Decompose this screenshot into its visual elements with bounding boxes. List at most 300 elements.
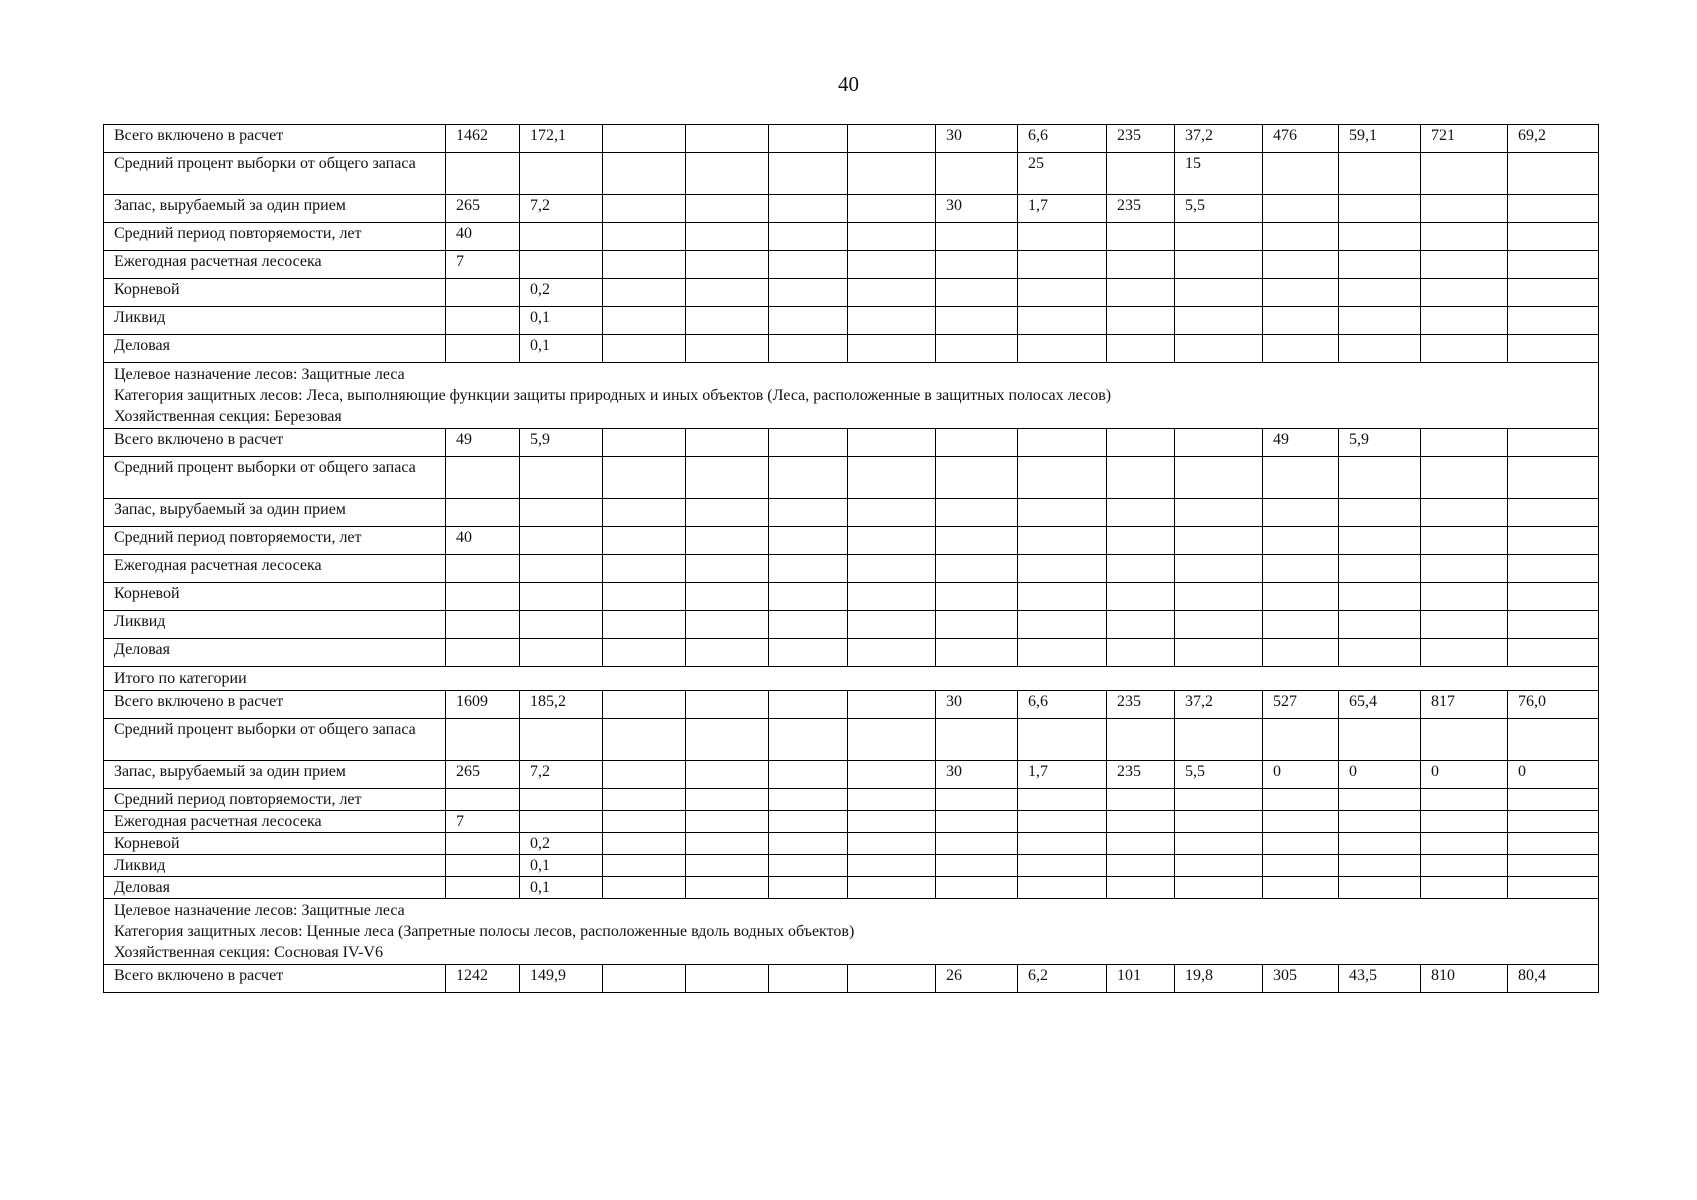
- table-cell: [1421, 335, 1508, 363]
- table-cell: [1339, 555, 1421, 583]
- row-label: Средний процент выборки от общего запаса: [104, 153, 446, 195]
- table-cell: [848, 965, 936, 993]
- table-cell: [1107, 789, 1175, 811]
- table-cell: 0: [1421, 761, 1508, 789]
- table-cell: 43,5: [1339, 965, 1421, 993]
- table-cell: [1175, 555, 1263, 583]
- table-cell: 5,5: [1175, 761, 1263, 789]
- table-cell: [1018, 611, 1107, 639]
- table-cell: [1508, 335, 1599, 363]
- table-cell: [1421, 429, 1508, 457]
- table-cell: [1175, 719, 1263, 761]
- table-cell: 527: [1263, 691, 1339, 719]
- table-cell: 26: [936, 965, 1018, 993]
- table-cell: [603, 125, 686, 153]
- section-line: Целевое назначение лесов: Защитные леса: [114, 366, 405, 383]
- table-cell: [1263, 223, 1339, 251]
- table-cell: 810: [1421, 965, 1508, 993]
- table-row: [104, 789, 1599, 811]
- table-cell: [848, 195, 936, 223]
- table-cell: [686, 527, 769, 555]
- table-cell: [769, 457, 848, 499]
- table-cell: [1263, 335, 1339, 363]
- table-cell: [1339, 719, 1421, 761]
- table-cell: [686, 719, 769, 761]
- table-cell: [1018, 279, 1107, 307]
- table-cell: [603, 691, 686, 719]
- table-cell: [1107, 611, 1175, 639]
- table-row: [104, 855, 1599, 877]
- section-line: Категория защитных лесов: Ценные леса (Запретные полосы лесов, расположенные вдоль водных объектов): [114, 923, 855, 940]
- table-cell: [1175, 583, 1263, 611]
- table-cell: [520, 153, 603, 195]
- table-cell: [520, 811, 603, 833]
- table-cell: [848, 719, 936, 761]
- table-cell: [1107, 307, 1175, 335]
- table-cell: 1462: [446, 125, 520, 153]
- table-cell: [1508, 583, 1599, 611]
- table-cell: [603, 833, 686, 855]
- table-cell: [936, 499, 1018, 527]
- table-cell: 235: [1107, 125, 1175, 153]
- table-cell: 235: [1107, 761, 1175, 789]
- table-cell: [936, 223, 1018, 251]
- table-cell: [686, 611, 769, 639]
- table-row: [104, 429, 1599, 457]
- row-label: Ежегодная расчетная лесосека: [104, 811, 446, 833]
- table-cell: [686, 307, 769, 335]
- table-cell: 6,2: [1018, 965, 1107, 993]
- section-line: Хозяйственная секция: Березовая: [114, 408, 342, 425]
- row-label: Корневой: [104, 583, 446, 611]
- table-cell: [848, 855, 936, 877]
- table-row: [104, 499, 1599, 527]
- table-cell: 305: [1263, 965, 1339, 993]
- table-cell: [1107, 527, 1175, 555]
- table-cell: 30: [936, 195, 1018, 223]
- table-cell: [1018, 855, 1107, 877]
- table-row: [104, 527, 1599, 555]
- table-cell: [769, 125, 848, 153]
- table-cell: [1263, 639, 1339, 667]
- table-cell: [603, 611, 686, 639]
- table-cell: [1018, 583, 1107, 611]
- table-cell: [446, 611, 520, 639]
- table-cell: [848, 527, 936, 555]
- row-label: Средний процент выборки от общего запаса: [104, 719, 446, 761]
- table-cell: [1175, 457, 1263, 499]
- table-cell: 6,6: [1018, 125, 1107, 153]
- table-row: [104, 125, 1599, 153]
- table-cell: [1018, 223, 1107, 251]
- table-cell: 0,1: [520, 335, 603, 363]
- table-cell: [520, 789, 603, 811]
- table-cell: [1508, 429, 1599, 457]
- table-cell: [686, 457, 769, 499]
- row-label: Всего включено в расчет: [104, 125, 446, 153]
- table-row: [104, 555, 1599, 583]
- table-cell: [1421, 833, 1508, 855]
- table-cell: [1508, 153, 1599, 195]
- table-cell: [446, 499, 520, 527]
- table-cell: [848, 125, 936, 153]
- table-cell: [1263, 195, 1339, 223]
- table-cell: [1018, 457, 1107, 499]
- table-cell: [1018, 719, 1107, 761]
- table-cell: [848, 223, 936, 251]
- table-cell: [1508, 789, 1599, 811]
- table-cell: 817: [1421, 691, 1508, 719]
- table-cell: [1339, 877, 1421, 899]
- table-cell: 49: [446, 429, 520, 457]
- table-cell: [936, 833, 1018, 855]
- table-cell: [1107, 833, 1175, 855]
- table-cell: [520, 251, 603, 279]
- table-cell: [936, 811, 1018, 833]
- table-cell: [446, 639, 520, 667]
- table-cell: [848, 555, 936, 583]
- table-cell: 235: [1107, 691, 1175, 719]
- table-cell: [1175, 335, 1263, 363]
- section-line: Итого по категории: [114, 670, 247, 687]
- table-cell: [686, 877, 769, 899]
- table-cell: [686, 833, 769, 855]
- table-row: [104, 335, 1599, 363]
- table-cell: [686, 195, 769, 223]
- table-cell: [520, 457, 603, 499]
- table-cell: [1107, 719, 1175, 761]
- table-cell: [848, 877, 936, 899]
- table-cell: [1339, 811, 1421, 833]
- table-cell: [769, 877, 848, 899]
- table-cell: [1339, 195, 1421, 223]
- table-cell: [686, 223, 769, 251]
- table-cell: [1175, 499, 1263, 527]
- table-cell: [1107, 279, 1175, 307]
- section-header: [104, 667, 1599, 691]
- row-label: Ликвид: [104, 611, 446, 639]
- table-cell: [1107, 583, 1175, 611]
- table-cell: [1508, 811, 1599, 833]
- section-header-row: [104, 363, 1599, 429]
- table-cell: [1018, 833, 1107, 855]
- table-cell: [936, 719, 1018, 761]
- table-cell: [848, 583, 936, 611]
- row-label: Деловая: [104, 335, 446, 363]
- table-cell: [1421, 153, 1508, 195]
- table-cell: 6,6: [1018, 691, 1107, 719]
- table-cell: [1263, 251, 1339, 279]
- page-number: 40: [838, 72, 859, 96]
- table-cell: [1508, 855, 1599, 877]
- table-cell: 0: [1339, 761, 1421, 789]
- table-cell: [1018, 499, 1107, 527]
- table-cell: [1421, 499, 1508, 527]
- table-cell: [1508, 195, 1599, 223]
- table-cell: 265: [446, 195, 520, 223]
- table-cell: [769, 307, 848, 335]
- table-row: [104, 719, 1599, 761]
- table-cell: [520, 555, 603, 583]
- table-cell: [1339, 223, 1421, 251]
- table-cell: [603, 429, 686, 457]
- row-label: Средний период повторяемости, лет: [104, 527, 446, 555]
- table-cell: [769, 153, 848, 195]
- table-cell: [848, 457, 936, 499]
- table-cell: [848, 335, 936, 363]
- table-cell: [1421, 639, 1508, 667]
- section-header: [104, 363, 1599, 429]
- table-cell: [769, 555, 848, 583]
- table-cell: [686, 251, 769, 279]
- table-cell: [769, 761, 848, 789]
- table-cell: [936, 583, 1018, 611]
- table-cell: [603, 251, 686, 279]
- section-header-row: [104, 899, 1599, 965]
- table-cell: [769, 195, 848, 223]
- table-cell: [1175, 527, 1263, 555]
- table-cell: [1263, 527, 1339, 555]
- table-cell: 0,1: [520, 855, 603, 877]
- row-label: Ликвид: [104, 307, 446, 335]
- table-cell: [936, 527, 1018, 555]
- row-label: Ежегодная расчетная лесосека: [104, 555, 446, 583]
- table-cell: [1175, 279, 1263, 307]
- table-cell: [1339, 457, 1421, 499]
- table-cell: [1263, 555, 1339, 583]
- table-cell: [1263, 457, 1339, 499]
- table-cell: [446, 279, 520, 307]
- table-cell: 149,9: [520, 965, 603, 993]
- table-cell: [848, 811, 936, 833]
- table-cell: [1508, 457, 1599, 499]
- table-row: [104, 153, 1599, 195]
- table-cell: [1339, 251, 1421, 279]
- table-cell: [1421, 307, 1508, 335]
- table-cell: [936, 457, 1018, 499]
- row-label: Корневой: [104, 833, 446, 855]
- table-cell: 37,2: [1175, 125, 1263, 153]
- table-cell: 185,2: [520, 691, 603, 719]
- table-cell: [1421, 457, 1508, 499]
- table-cell: [686, 639, 769, 667]
- section-line: Целевое назначение лесов: Защитные леса: [114, 902, 405, 919]
- table-cell: [1339, 335, 1421, 363]
- table-cell: 37,2: [1175, 691, 1263, 719]
- table-cell: [1339, 833, 1421, 855]
- table-cell: [1508, 251, 1599, 279]
- table-cell: [1107, 639, 1175, 667]
- table-cell: [686, 429, 769, 457]
- table-cell: [936, 251, 1018, 279]
- table-cell: [1018, 789, 1107, 811]
- table-cell: [1339, 639, 1421, 667]
- table-cell: 7,2: [520, 195, 603, 223]
- table-cell: 172,1: [520, 125, 603, 153]
- table-cell: [1421, 223, 1508, 251]
- table-cell: [1263, 833, 1339, 855]
- table-cell: [769, 499, 848, 527]
- table-cell: [1508, 877, 1599, 899]
- table-cell: [1508, 833, 1599, 855]
- table-cell: [1263, 789, 1339, 811]
- table-cell: [769, 719, 848, 761]
- table-cell: [686, 335, 769, 363]
- table-cell: [603, 153, 686, 195]
- table-cell: [446, 555, 520, 583]
- table-cell: [446, 789, 520, 811]
- table-cell: [1107, 877, 1175, 899]
- table-cell: [1421, 611, 1508, 639]
- section-header: [104, 899, 1599, 965]
- section-line: Хозяйственная секция: Сосновая IV-V6: [114, 944, 383, 961]
- table-cell: [603, 279, 686, 307]
- row-label: Деловая: [104, 877, 446, 899]
- table-cell: [603, 307, 686, 335]
- table-cell: [520, 719, 603, 761]
- table-cell: [1107, 811, 1175, 833]
- table-cell: [1107, 855, 1175, 877]
- table-cell: 5,9: [1339, 429, 1421, 457]
- table-cell: [603, 965, 686, 993]
- table-cell: [936, 279, 1018, 307]
- table-cell: [848, 761, 936, 789]
- table-cell: [936, 877, 1018, 899]
- table-cell: [848, 307, 936, 335]
- table-cell: [1421, 719, 1508, 761]
- table-cell: 1609: [446, 691, 520, 719]
- table-row: [104, 877, 1599, 899]
- table-cell: [1175, 429, 1263, 457]
- table-cell: [446, 833, 520, 855]
- table-cell: [603, 527, 686, 555]
- table-cell: 15: [1175, 153, 1263, 195]
- table-cell: [1175, 833, 1263, 855]
- row-label: Запас, вырубаемый за один прием: [104, 761, 446, 789]
- table-cell: [1508, 223, 1599, 251]
- table-cell: [1107, 457, 1175, 499]
- table-cell: [1508, 639, 1599, 667]
- table-cell: 265: [446, 761, 520, 789]
- table-cell: [1107, 251, 1175, 279]
- table-cell: [1175, 789, 1263, 811]
- row-label: Корневой: [104, 279, 446, 307]
- table-cell: 19,8: [1175, 965, 1263, 993]
- table-cell: [936, 307, 1018, 335]
- table-cell: [686, 279, 769, 307]
- table-cell: [936, 789, 1018, 811]
- table-cell: [1339, 583, 1421, 611]
- table-cell: 5,5: [1175, 195, 1263, 223]
- table-cell: [769, 611, 848, 639]
- table-cell: [1263, 499, 1339, 527]
- table-cell: [1018, 335, 1107, 363]
- table-cell: [769, 527, 848, 555]
- table-row: [104, 811, 1599, 833]
- table-cell: [1018, 429, 1107, 457]
- table-cell: [603, 639, 686, 667]
- table-cell: 25: [1018, 153, 1107, 195]
- table-cell: [1421, 251, 1508, 279]
- table-cell: [603, 761, 686, 789]
- table-cell: 101: [1107, 965, 1175, 993]
- table-cell: [1263, 811, 1339, 833]
- table-cell: [848, 153, 936, 195]
- row-label: Ликвид: [104, 855, 446, 877]
- table-cell: [1339, 611, 1421, 639]
- table-cell: 65,4: [1339, 691, 1421, 719]
- table-cell: [446, 583, 520, 611]
- table-cell: [603, 583, 686, 611]
- table-cell: 476: [1263, 125, 1339, 153]
- table-cell: [686, 555, 769, 583]
- table-cell: [769, 833, 848, 855]
- table-cell: [1107, 429, 1175, 457]
- table-cell: [1018, 527, 1107, 555]
- table-cell: [1175, 251, 1263, 279]
- table-cell: [848, 789, 936, 811]
- table-cell: 30: [936, 691, 1018, 719]
- table-cell: [1107, 223, 1175, 251]
- table-cell: 59,1: [1339, 125, 1421, 153]
- row-label: Всего включено в расчет: [104, 691, 446, 719]
- section-line: Категория защитных лесов: Леса, выполняющие функции защиты природных и иных объектов (Леса, расположенные в защитных полосах лесов): [114, 387, 1112, 404]
- table-cell: [1421, 877, 1508, 899]
- table-row: [104, 195, 1599, 223]
- row-label: Запас, вырубаемый за один прием: [104, 195, 446, 223]
- table-cell: [1339, 855, 1421, 877]
- table-row: [104, 833, 1599, 855]
- table-cell: [769, 789, 848, 811]
- table-cell: [1508, 279, 1599, 307]
- forest-cutting-table: [103, 124, 1599, 993]
- table-cell: [686, 691, 769, 719]
- table-cell: [1421, 583, 1508, 611]
- table-cell: [1508, 611, 1599, 639]
- table-cell: [1263, 279, 1339, 307]
- table-cell: [848, 251, 936, 279]
- table-cell: 7: [446, 811, 520, 833]
- table-cell: [686, 499, 769, 527]
- table-row: [104, 223, 1599, 251]
- table-cell: [936, 429, 1018, 457]
- table-cell: [1508, 499, 1599, 527]
- table-cell: [1421, 555, 1508, 583]
- table-cell: 1,7: [1018, 195, 1107, 223]
- table-cell: 1242: [446, 965, 520, 993]
- table-cell: [446, 457, 520, 499]
- table-cell: [769, 251, 848, 279]
- table-cell: [848, 499, 936, 527]
- table-cell: [1339, 307, 1421, 335]
- table-row: [104, 691, 1599, 719]
- table-cell: 0,1: [520, 307, 603, 335]
- table-cell: [1107, 153, 1175, 195]
- table-cell: [603, 719, 686, 761]
- table-cell: [1175, 639, 1263, 667]
- table-cell: [603, 223, 686, 251]
- row-label: Запас, вырубаемый за один прием: [104, 499, 446, 527]
- table-cell: 76,0: [1508, 691, 1599, 719]
- table-row: [104, 279, 1599, 307]
- table-cell: [1107, 499, 1175, 527]
- table-cell: [1339, 527, 1421, 555]
- table-cell: [686, 811, 769, 833]
- table-cell: [1175, 811, 1263, 833]
- table-row: [104, 251, 1599, 279]
- table-cell: [603, 789, 686, 811]
- table-cell: 721: [1421, 125, 1508, 153]
